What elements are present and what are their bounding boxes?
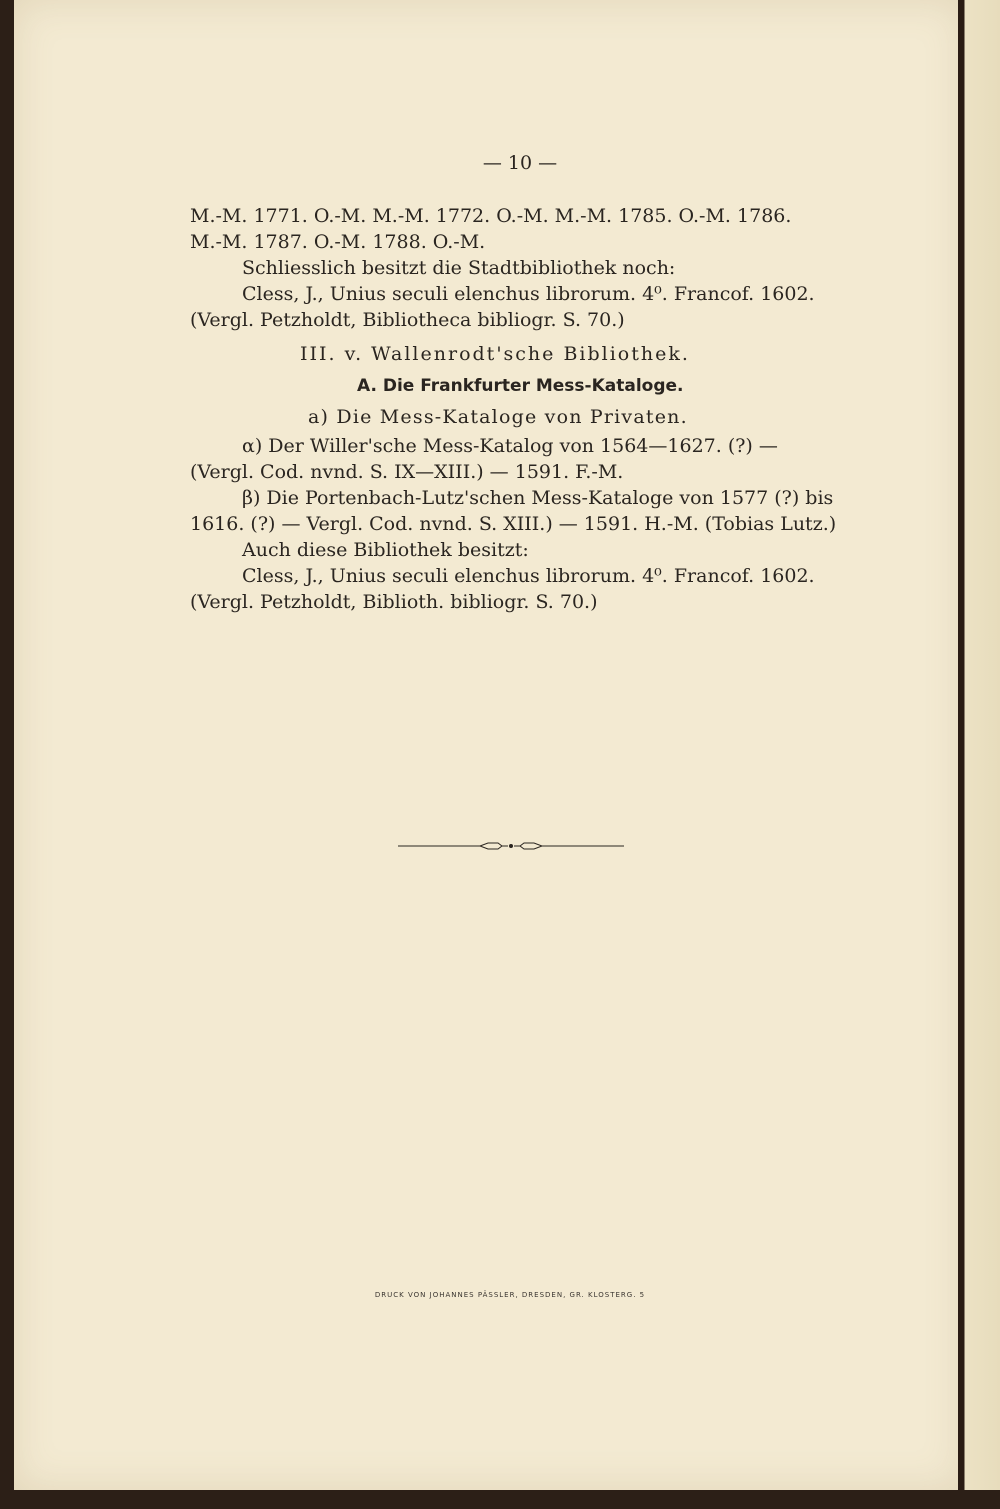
text-line: β) Die Portenbach-Lutz'schen Mess-Kataloge von 1577 (?) bis <box>242 487 834 509</box>
scan-border-left <box>0 0 14 1509</box>
text-line: Auch diese Bibliothek besitzt: <box>242 539 529 561</box>
section-heading-a: a) Die Mess-Kataloge von Privaten. <box>308 406 688 428</box>
ornament-divider <box>398 836 624 856</box>
printer-imprint: DRUCK VON JOHANNES PÄSSLER, DRESDEN, GR. KLOSTERG. 5 <box>374 1291 646 1299</box>
text-line: Cless, J., Unius seculi elenchus librorum. 4⁰. Francof. 1602. <box>242 283 815 305</box>
section-heading-A: A. Die Frankfurter Mess-Kataloge. <box>357 376 684 396</box>
text-line: Schliesslich besitzt die Stadtbibliothek noch: <box>242 257 676 279</box>
text-line: M.-M. 1771. O.-M. M.-M. 1772. O.-M. M.-M. 1785. O.-M. 1786. <box>190 205 792 227</box>
text-line: (Vergl. Cod. nvnd. S. IX—XIII.) — 1591. F.-M. <box>190 461 624 483</box>
text-line: α) Der Willer'sche Mess-Katalog von 1564—1627. (?) — <box>242 435 778 457</box>
section-heading-III: III. v. Wallenrodt'sche Bibliothek. <box>300 343 690 365</box>
text-line: M.-M. 1787. O.-M. 1788. O.-M. <box>190 231 486 253</box>
text-line: 1616. (?) — Vergl. Cod. nvnd. S. XIII.) — 1591. H.-M. (Tobias Lutz.) <box>190 513 837 535</box>
next-page-edge <box>958 0 1000 1509</box>
text-line: (Vergl. Petzholdt, Bibliotheca bibliogr. S. 70.) <box>190 309 625 331</box>
page-number: — 10 — <box>482 152 558 174</box>
scan-border-bottom <box>0 1490 1000 1509</box>
text-line: Cless, J., Unius seculi elenchus librorum. 4⁰. Francof. 1602. <box>242 565 815 587</box>
text-line: (Vergl. Petzholdt, Biblioth. bibliogr. S. 70.) <box>190 591 598 613</box>
